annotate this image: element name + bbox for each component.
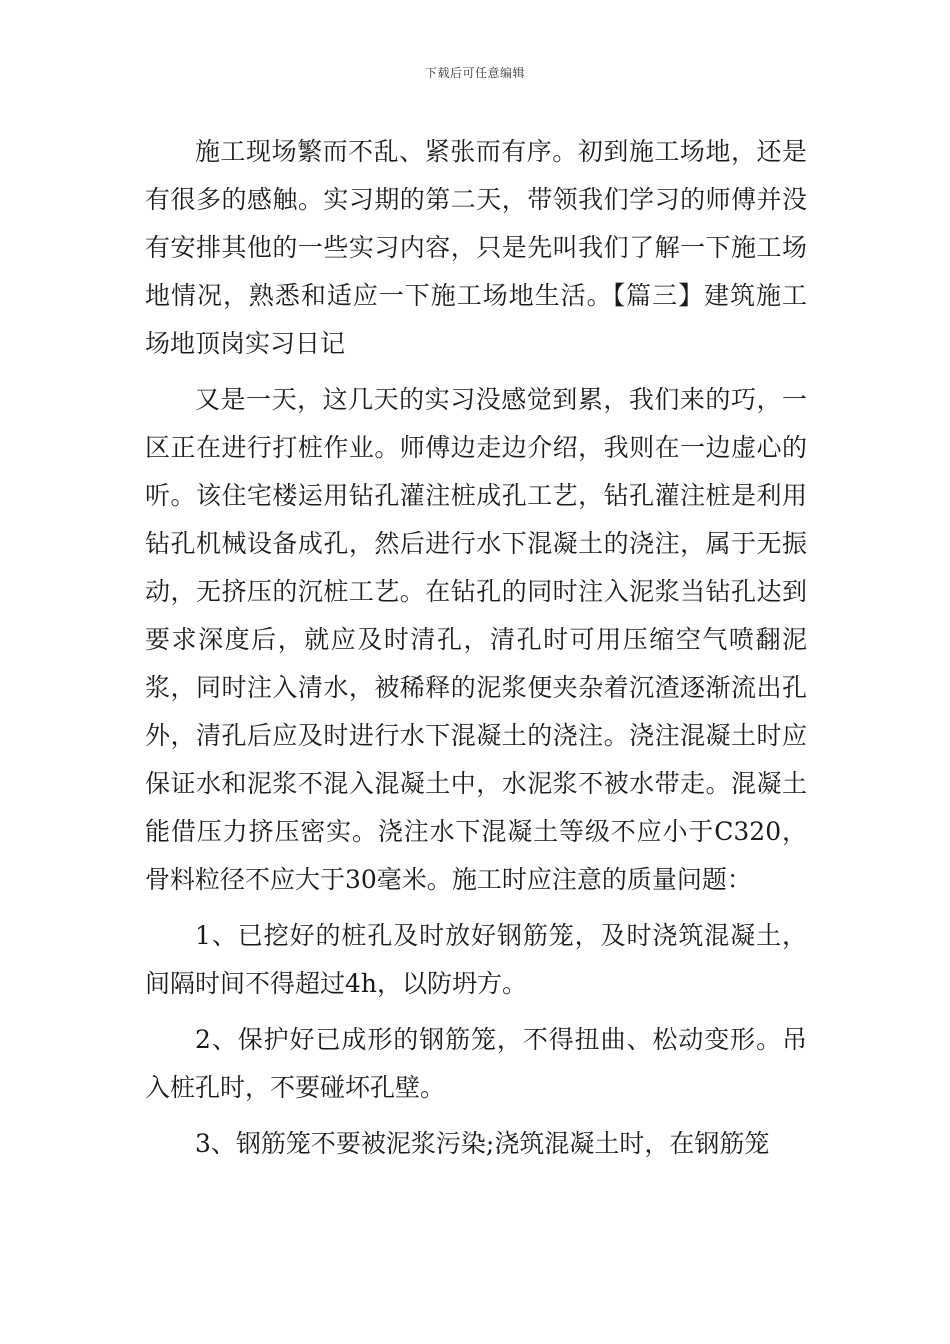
paragraph-5: 3、钢筋笼不要被泥浆污染;浇筑混凝土时，在钢筋笼 bbox=[195, 1129, 770, 1158]
paragraph-3: 1、已挖好的桩孔及时放好钢筋笼，及时浇筑混凝土，间隔时间不得超过4h，以防坍方。 bbox=[145, 921, 807, 998]
paragraph-2: 又是一天，这几天的实习没感觉到累，我们来的巧，一区正在进行打桩作业。师傅边走边介绍，我则在一边虚心的听。该住宅楼运用钻孔灌注桩成孔工艺，钻孔灌注桩是利用钻孔机械设备成孔，然后进行水下混凝土的浇注，属于无振动，无挤压的沉桩工艺。在钻孔的同时注入泥浆当钻孔达到要求深度后，就应及时清孔，清孔时可用压缩空气喷翻泥浆，同时注入清水，被稀释的泥浆便夹杂着沉渣逐渐流出孔外，清孔后应及时进行水下混凝土的浇注。浇注混凝土时应保证水和泥浆不混入混凝土中，水泥浆不被水带走。混凝土能借压力挤压密实。浇注水下混凝土等级不应小于C320，骨料粒径不应大于30毫米。施工时应注意的质量问题： bbox=[145, 385, 807, 894]
page-header: 下载后可任意编辑 bbox=[424, 66, 525, 80]
document-body bbox=[145, 128, 807, 1176]
paragraph-4: 2、保护好已成形的钢筋笼，不得扭曲、松动变形。吊入桩孔时，不要碰坏孔壁。 bbox=[145, 1025, 807, 1102]
paragraph-1: 施工现场繁而不乱、紧张而有序。初到施工场地，还是有很多的感触。实习期的第二天，带领我们学习的师傅并没有安排其他的一些实习内容，只是先叫我们了解一下施工场地情况，熟悉和适应一下施工场地生活。【篇三】建筑施工场地顶岗实习日记 bbox=[145, 137, 807, 358]
